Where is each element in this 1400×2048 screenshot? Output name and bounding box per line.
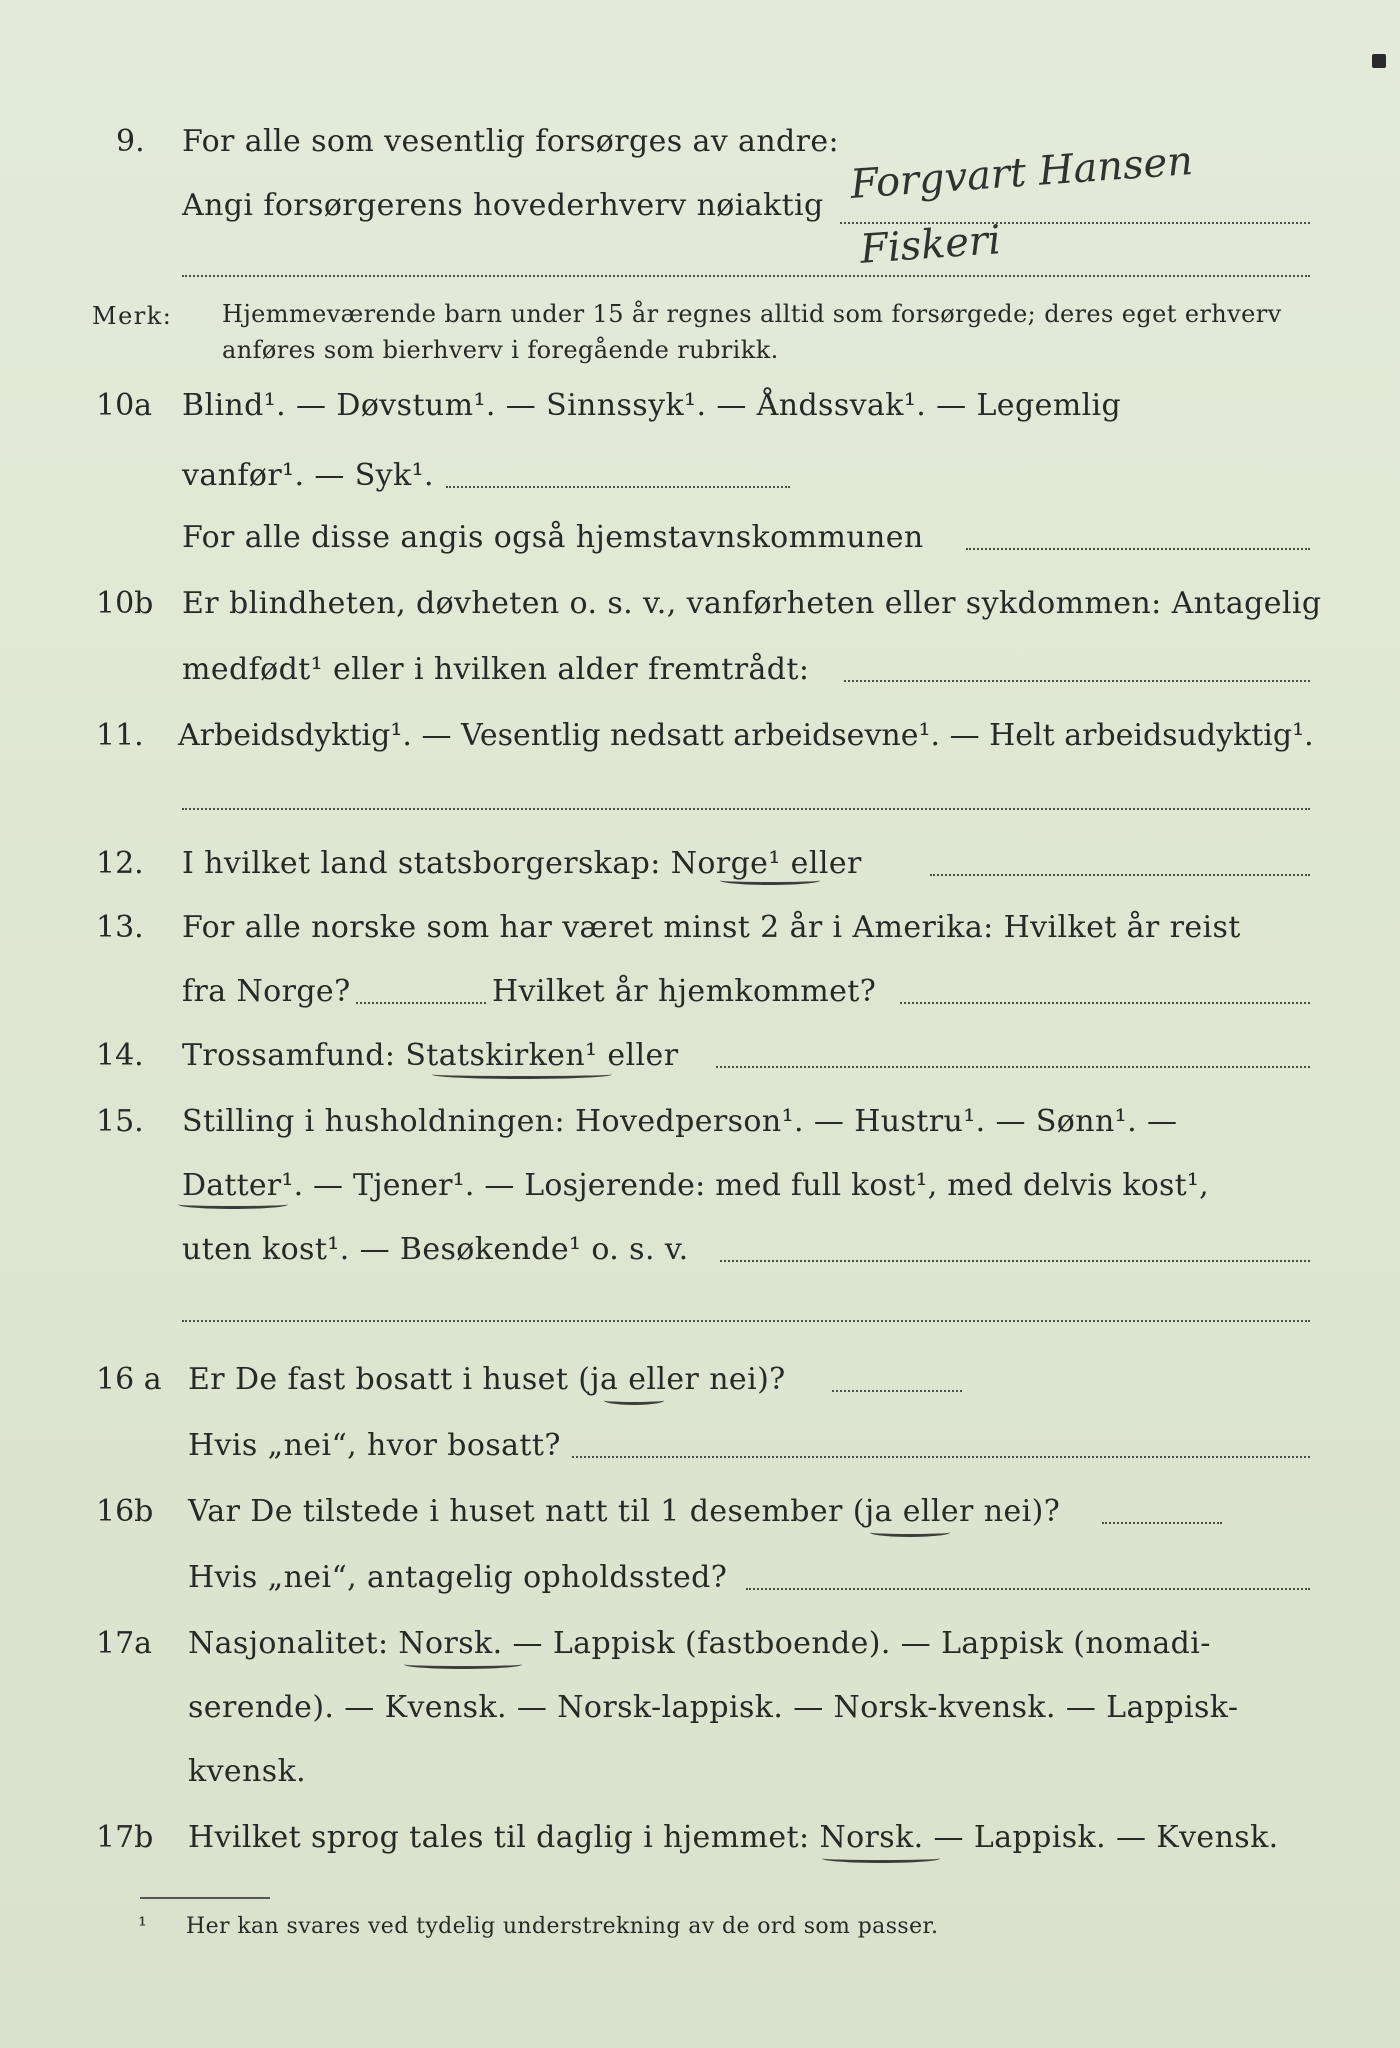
item-9-number: 9. [116,124,145,159]
item-9-line-1: For alle som vesentlig forsørges av andre: [182,124,840,159]
item-16a-line-1: Er De fast bosatt i huset (ja eller nei)? [188,1362,786,1397]
item-10b-line-2: medfødt¹ eller i hvilken alder fremtrådt: [182,652,810,687]
item-15-underline-datter [178,1200,288,1209]
item-10a-line-2: vanfør¹. — Syk¹. [182,458,434,493]
item-16a-underline-ja [604,1396,664,1405]
item-15-number: 15. [96,1104,144,1139]
item-16a-line-2: Hvis „nei“, hvor bosatt? [188,1428,561,1463]
item-11-line-1: Arbeidsdyktig¹. — Vesentlig nedsatt arbeidsevne¹. — Helt arbeidsudyktig¹. [178,718,1314,753]
item-10a-sick-answer-line [446,486,790,488]
merk-label: Merk: [92,302,173,330]
merk-line-1: Hjemmeværende barn under 15 år regnes alltid som forsørgede; deres eget erhverv [222,300,1282,328]
item-12-number: 12. [96,846,144,881]
item-15-answer-line-2 [182,1320,1310,1322]
item-17b-underline-norsk [822,1854,940,1863]
item-10a-line-3: For alle disse angis også hjemstavnskommunen [182,520,924,555]
corner-mark [1372,54,1386,68]
item-10a-line-1: Blind¹. — Døvstum¹. — Sinnssyk¹. — Åndssvak¹. — Legemlig [182,388,1122,423]
item-16b-answer-line [1102,1522,1222,1524]
item-14-number: 14. [96,1038,144,1073]
item-10a-municipality-answer-line [966,548,1310,550]
item-14-underline-statskirken [432,1070,612,1079]
item-13-year-returned-answer-line [900,1002,1310,1004]
item-15-line-2: Datter¹. — Tjener¹. — Losjerende: med full kost¹, med delvis kost¹, [182,1168,1209,1203]
item-10b-line-1: Er blindheten, døvheten o. s. v., vanførheten eller sykdommen: Antagelig [182,586,1322,621]
item-9-line-2: Angi forsørgerens hovederhverv nøiaktig [182,188,824,223]
item-13-year-left-answer-line [356,1002,486,1004]
item-15-answer-line [720,1260,1310,1262]
item-14-line-1: Trossamfund: Statskirken¹ eller [182,1038,679,1073]
item-16b-number: 16b [96,1494,154,1529]
footnote-rule [140,1897,270,1899]
item-16b-location-answer-line [746,1588,1310,1590]
item-13-number: 13. [96,910,144,945]
item-15-line-1: Stilling i husholdningen: Hovedperson¹. — Hustru¹. — Sønn¹. — [182,1104,1178,1139]
item-14-answer-line [716,1066,1310,1068]
item-17a-line-2: serende). — Kvensk. — Norsk-lappisk. — Norsk-kvensk. — Lappisk- [188,1690,1239,1725]
item-12-answer-line [930,874,1310,876]
item-16a-number: 16 a [96,1362,162,1397]
item-17b-number: 17b [96,1820,154,1855]
item-17a-number: 17a [96,1626,153,1661]
item-10b-answer-line [844,680,1310,682]
item-17b-line-1: Hvilket sprog tales til daglig i hjemmet: Norsk. — Lappisk. — Kvensk. [188,1820,1279,1855]
item-16a-answer-line [832,1390,962,1392]
item-9-handwritten-occupation: Fiskeri [858,217,1003,273]
merk-line-2: anføres som bierhverv i foregående rubrikk. [222,336,779,364]
item-17a-line-3: kvensk. [188,1754,307,1789]
item-12-line-1: I hvilket land statsborgerskap: Norge¹ eller [182,846,862,881]
item-11-number: 11. [96,718,144,753]
item-13-line-2a: fra Norge? [182,974,351,1009]
item-16b-line-2: Hvis „nei“, antagelig opholdssted? [188,1560,728,1595]
item-16b-line-1: Var De tilstede i huset natt til 1 desember (ja eller nei)? [188,1494,1061,1529]
item-11-answer-line [182,808,1310,810]
item-10a-number: 10a [96,388,153,423]
item-10b-number: 10b [96,586,154,621]
item-16a-residence-answer-line [572,1456,1310,1458]
item-16b-underline-ja [870,1528,950,1537]
item-13-line-1: For alle norske som har været minst 2 år i Amerika: Hvilket år reist [182,910,1241,945]
item-9-handwritten-name: Forgvart Hansen [848,138,1195,208]
footnote-text: Her kan svares ved tydelig understrekning av de ord som passer. [186,1914,939,1939]
item-12-underline-norge [720,876,820,885]
item-17a-underline-norsk [404,1660,522,1669]
item-9-answer-line-2 [182,275,1310,277]
item-15-line-3: uten kost¹. — Besøkende¹ o. s. v. [182,1232,689,1267]
footnote-mark: ¹ [138,1914,148,1939]
item-17a-line-1: Nasjonalitet: Norsk. — Lappisk (fastboende). — Lappisk (nomadi- [188,1626,1211,1661]
item-13-line-2b: Hvilket år hjemkommet? [492,974,877,1009]
